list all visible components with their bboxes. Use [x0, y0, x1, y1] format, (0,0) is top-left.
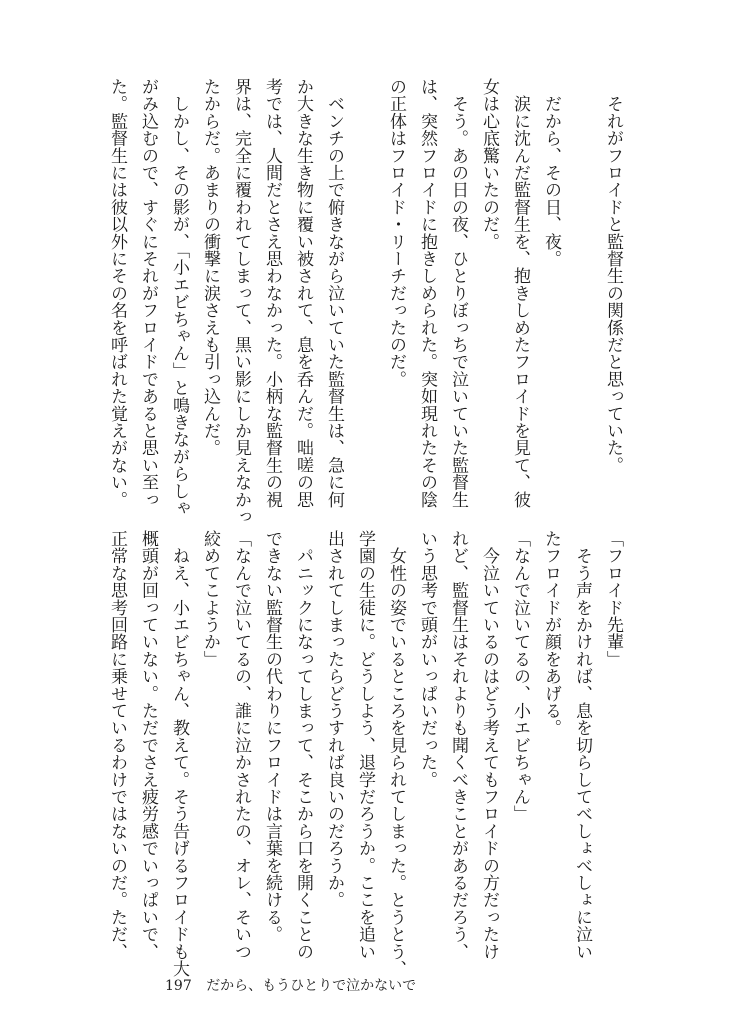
text-line: それがフロイドと監督生の関係だと思っていた。: [603, 78, 623, 474]
text-line: は、突然フロイドに抱きしめられた。突如現れたその陰: [417, 78, 437, 508]
text-line: 女は心底驚いたのだ。: [479, 78, 499, 250]
text-block-lower: [101, 530, 628, 978]
text-line: の正体はフロイド・リーチだったのだ。: [386, 78, 406, 388]
text-line: 「なんで泣いてるの、誰に泣かされたの、オレ、そいつ: [231, 530, 251, 960]
text-line: できない監督生の代わりにフロイドは言葉を続ける。: [262, 530, 282, 943]
text-line: 女性の姿でいるところを見られてしまった。とうとう、: [386, 530, 406, 978]
text-line: 絞めてこようか」: [200, 530, 220, 668]
text-line: 涙に沈んだ監督生を、抱きしめたフロイドを見て、彼: [510, 78, 530, 508]
text-line: だから、その日、夜。: [541, 78, 561, 268]
text-block-upper: [101, 78, 628, 526]
text-line: [566, 78, 597, 498]
text-line: 正常な思考回路に乗せているわけではないのだ。ただ、: [107, 530, 127, 960]
text-line: がみ込むので、すぐにそれがフロイドであると思い至っ: [138, 78, 158, 508]
text-line: ねえ、小エビちゃん、教えて。そう告げるフロイドも大: [169, 530, 189, 978]
text-line: いう思考で頭がいっぱいだった。: [417, 530, 437, 788]
text-line: か大きな生き物に覆い被されて、息を呑んだ。咄嗟の思: [293, 78, 313, 508]
text-line: ベンチの上で俯きながら泣いていた監督生は、急に何: [324, 78, 344, 508]
text-line: 学園の生徒に。どうしよう、退学だろうか。ここを追い: [355, 530, 375, 960]
text-line: 考では、人間だとさえ思わなかった。小柄な監督生の視: [262, 78, 282, 508]
text-line: [349, 78, 380, 498]
page-footer: [165, 975, 426, 995]
text-line: 今泣いているのはどう考えてもフロイドの方だったけ: [479, 530, 499, 960]
text-line: れど、監督生はそれよりも聞くべきことがあるだろう、: [448, 530, 468, 960]
page-number: 197: [165, 978, 192, 994]
text-line: たからだ。あまりの衝撃に涙さえも引っ込んだ。: [200, 78, 220, 457]
text-line: たフロイドが顔をあげる。: [541, 530, 561, 737]
text-line: 「なんで泣いてるの、小エビちゃん」: [510, 530, 530, 823]
book-title: だから、もうひとりで泣かないで: [206, 978, 417, 994]
text-line: しかし、その影が、「小エビちゃん」と鳴きながらしゃ: [169, 78, 189, 517]
text-line: そう声をかければ、息を切らしてべしょべしょに泣い: [572, 530, 592, 960]
text-line: 概頭が回っていない。ただでさえ疲労感でいっぱいで、: [138, 530, 158, 960]
text-line: た。監督生には彼以外にその名を呼ばれた覚えがない。: [107, 78, 127, 508]
text-line: 出されてしまったらどうすれば良いのだろうか。: [324, 530, 344, 909]
text-line: パニックになってしまって、そこから口を開くことの: [293, 530, 313, 960]
text-line: 「フロイド先輩」: [603, 530, 623, 668]
text-line: 界は、完全に覆われてしまって、黒い影にしか見えなかっ: [231, 78, 251, 526]
text-line: そう。あの日の夜、ひとりぼっちで泣いていた監督生: [448, 78, 468, 508]
